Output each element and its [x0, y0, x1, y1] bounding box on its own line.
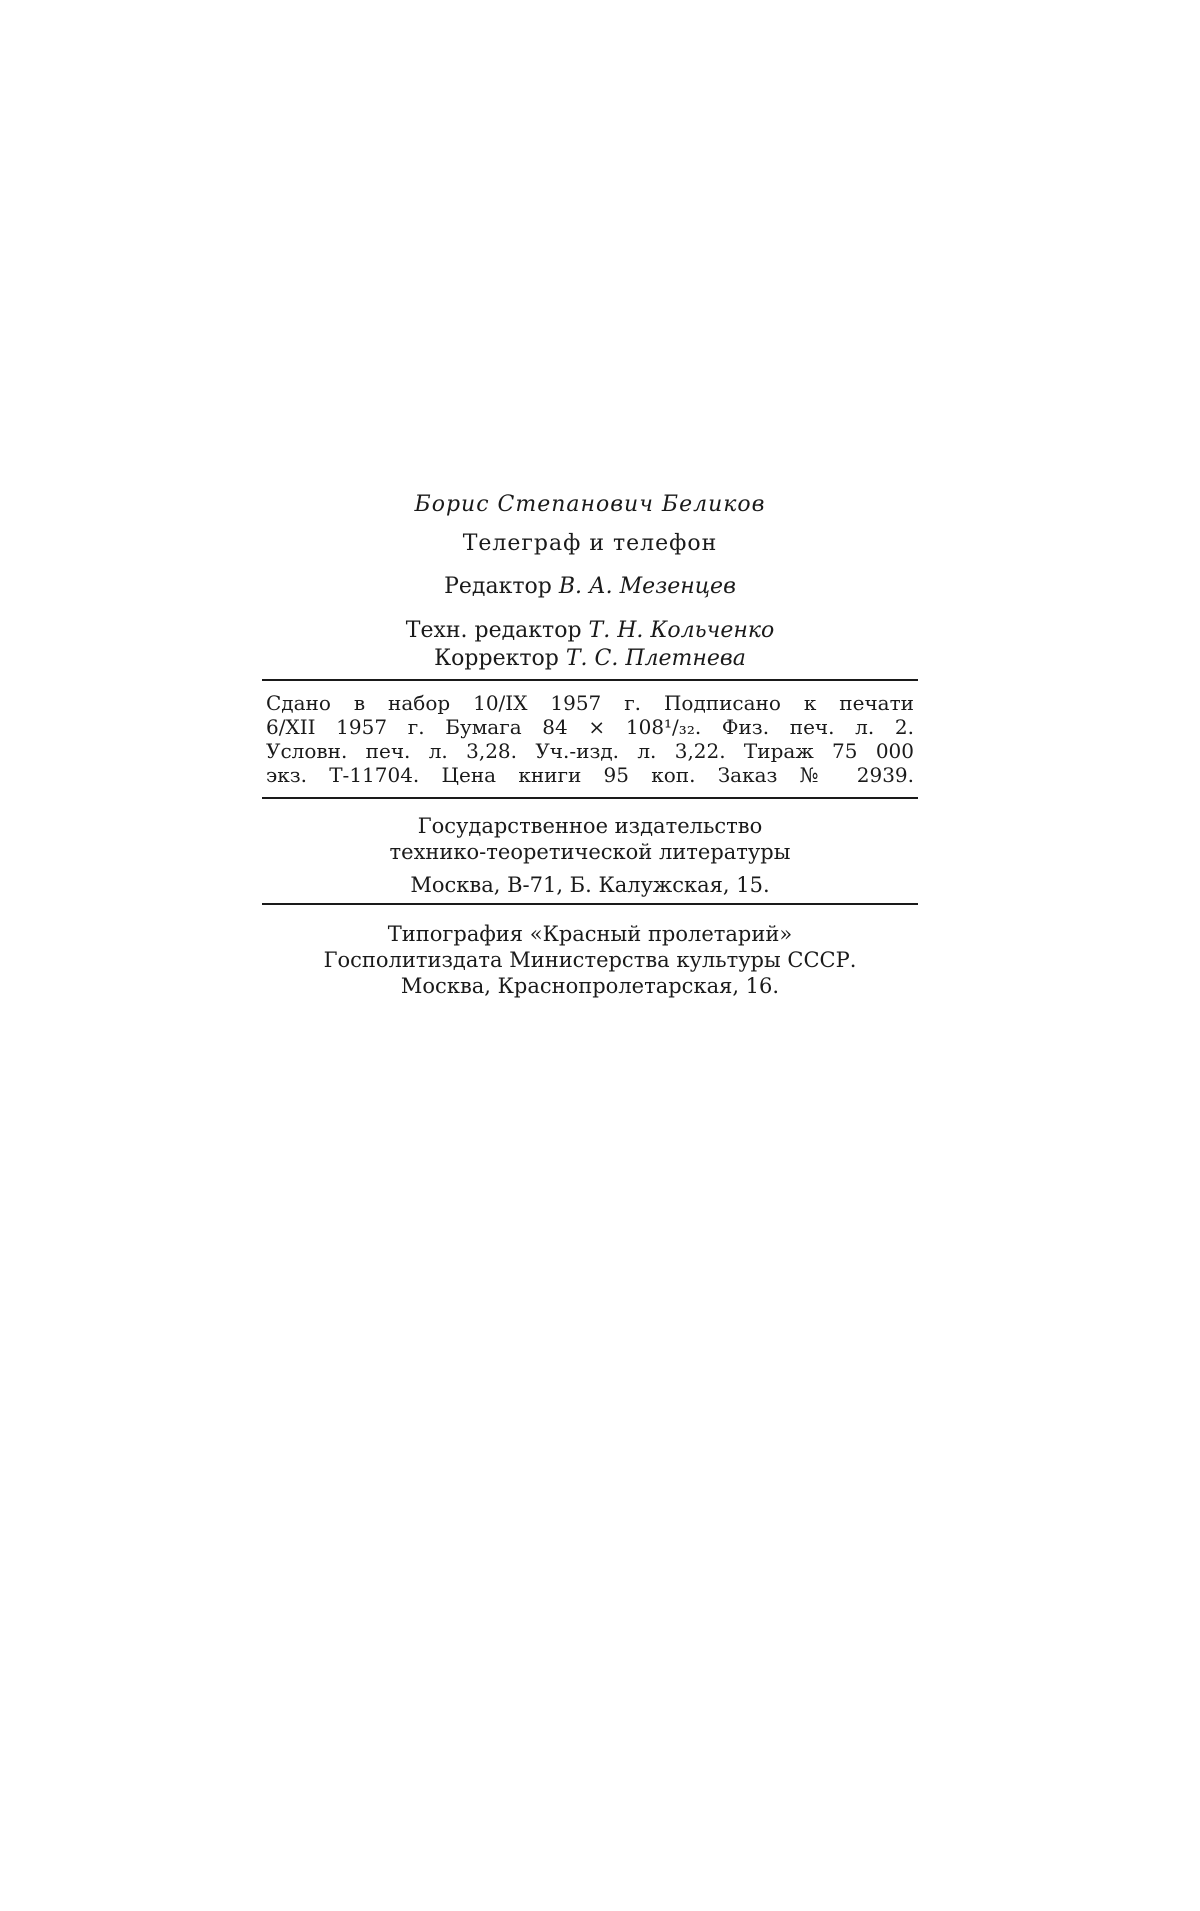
staff-block	[262, 617, 918, 673]
printer-line: Типография «Красный пролетарий»	[387, 922, 793, 946]
publisher-address: Москва, В-71, Б. Калужская, 15.	[410, 873, 770, 897]
printer-line: Госполитиздата Министерства культуры СССР.	[323, 948, 857, 972]
print-data-line: 6/XII 1957 г. Бумага 84 × 108¹/₃₂. Физ. печ. л. 2.	[266, 715, 914, 739]
publisher-line: технико-теоретической литературы	[389, 840, 791, 864]
author-name: Борис Степанович Беликов	[414, 492, 766, 517]
print-data-line: Сдано в набор 10/IX 1957 г. Подписано к печати	[266, 691, 914, 715]
divider-bottom	[262, 903, 918, 905]
print-data-block	[262, 687, 918, 791]
colophon	[262, 492, 918, 999]
print-data-line: экз. Т-11704. Цена книги 95 коп. Заказ № 2939.	[266, 763, 914, 787]
tech-editor-name: Т. Н. Кольченко	[588, 618, 775, 643]
proofreader-line	[262, 645, 918, 673]
divider-top	[262, 679, 918, 681]
proofreader-name: Т. С. Плетнева	[565, 646, 746, 671]
editor-line	[262, 574, 918, 599]
tech-editor-line	[262, 617, 918, 645]
editor-name: В. А. Мезенцев	[558, 574, 736, 599]
publisher-block	[262, 805, 918, 865]
tech-editor-label: Техн. редактор	[405, 618, 582, 643]
proofreader-label: Корректор	[434, 646, 559, 671]
printer-line: Москва, Краснопролетарская, 16.	[400, 974, 780, 998]
print-data-line: Условн. печ. л. 3,28. Уч.-изд. л. 3,22. Тираж 75 000	[266, 739, 914, 763]
editor-label: Редактор	[444, 574, 552, 599]
divider-middle	[262, 797, 918, 799]
book-title: Телеграф и телефон	[462, 531, 718, 556]
printer-block	[262, 911, 918, 999]
publisher-line: Государственное издательство	[417, 814, 763, 838]
